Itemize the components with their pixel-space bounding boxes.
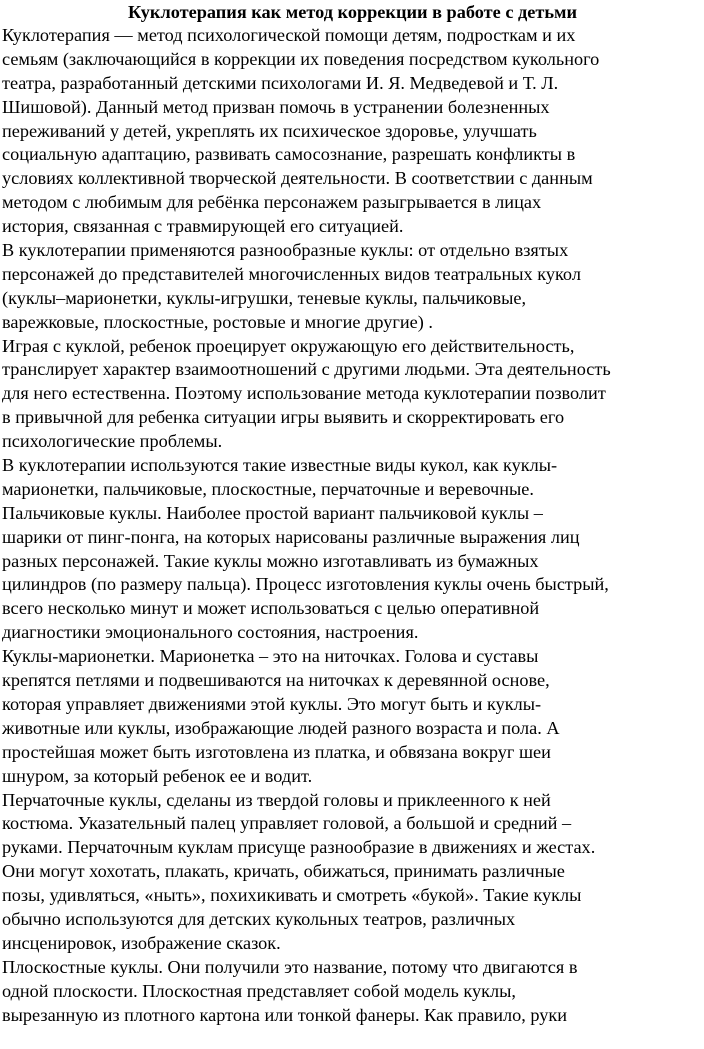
text-line: одной плоскости. Плоскостная представляет собой модель куклы, [2, 980, 516, 1001]
text-line: В куклотерапии используются такие известные виды кукол, как куклы- [2, 455, 558, 476]
paragraph [2, 24, 703, 239]
text-line: позы, удивляться, «ныть», похихикивать и смотреть «букой». Такие куклы [2, 885, 582, 906]
text-line: варежковые, плоскостные, ростовые и многие другие) . [2, 311, 433, 332]
text-line: Куклотерапия — метод психологической помощи детям, подросткам и их [2, 25, 576, 45]
paragraph [2, 454, 703, 502]
text-line: инсценировок, изображение сказок. [2, 932, 281, 953]
text-line: Они могут хохотать, плакать, кричать, обижаться, принимать различные [2, 861, 565, 882]
text-line: для него естественна. Поэтому использование метода куклотерапии позволит [2, 383, 606, 404]
text-line: руками. Перчаточным куклам присуще разнообразие в движениях и жестах. [2, 837, 596, 858]
paragraph [2, 645, 703, 788]
text-line: шарики от пинг-понга, на которых нарисованы различные выражения лиц [2, 526, 580, 547]
text-line: Куклы-марионетки. Марионетка – это на ниточках. Голова и суставы [2, 646, 539, 667]
text-line: транслирует характер взаимоотношений с другими людьми. Эта деятельность [2, 359, 611, 380]
paragraph [2, 239, 703, 335]
text-line: Перчаточные куклы, сделаны из твердой головы и приклеенного к ней [2, 789, 551, 810]
text-line: диагностики эмоционального состояния, настроения. [2, 622, 419, 643]
text-line: разных персонажей. Такие куклы можно изготавливать из бумажных [2, 550, 539, 571]
text-line: Плоскостные куклы. Они получили это название, потому что двигаются в [2, 956, 578, 977]
text-line: в привычной для ребенка ситуации игры выявить и скорректировать его [2, 407, 565, 428]
text-line: театра, разработанный детскими психологами И. Я. Медведевой и Т. Л. [2, 72, 559, 93]
text-line: психологические проблемы. [2, 431, 223, 452]
text-line: цилиндров (по размеру пальца). Процесс изготовления куклы очень быстрый, [2, 574, 609, 595]
text-line: история, связанная с травмирующей его ситуацией. [2, 216, 404, 237]
text-line: простейшая может быть изготовлена из платка, и обвязана вокруг шеи [2, 741, 551, 762]
text-line: В куклотерапии применяются разнообразные куклы: от отдельно взятых [2, 240, 569, 261]
text-line: вырезанную из плотного картона или тонкой фанеры. Как правило, руки [2, 1004, 568, 1025]
text-line: Играя с куклой, ребенок проецирует окружающую его действительность, [2, 335, 575, 356]
text-line: персонажей до представителей многочисленных видов театральных кукол [2, 263, 581, 284]
text-line: семьям (заключающийся в коррекции их поведения посредством кукольного [2, 48, 600, 69]
text-line: всего несколько минут и может использоваться с целью оперативной [2, 598, 540, 619]
text-line: методом с любимым для ребёнка персонажем разыгрывается в лицах [2, 192, 542, 213]
text-line: шнуром, за который ребенок ее и водит. [2, 765, 313, 786]
text-line: условиях коллективной творческой деятельности. В соответствии с данным [2, 168, 593, 189]
text-line: марионетки, пальчиковые, плоскостные, перчаточные и веревочные. [2, 478, 534, 499]
paragraph [2, 789, 703, 956]
paragraph [2, 502, 703, 645]
paragraph [2, 956, 703, 1028]
text-line: обычно используются для детских кукольных театров, различных [2, 908, 516, 929]
text-line: крепятся петлями и подвешиваются на ниточках к деревянной основе, [2, 670, 550, 691]
text-line: Шишовой). Данный метод призван помочь в устранении болезненных [2, 96, 550, 117]
text-line: животные или куклы, изображающие людей разного возраста и пола. А [2, 717, 560, 738]
document-body [2, 24, 703, 1027]
document-title: Куклотерапия как метод коррекции в работе с детьми [127, 2, 578, 22]
paragraph [2, 335, 703, 454]
text-line: (куклы–марионетки, куклы-игрушки, теневые куклы, пальчиковые, [2, 287, 527, 308]
text-line: социальную адаптацию, развивать самосознание, разрешать конфликты в [2, 144, 576, 165]
text-line: костюма. Указательный палец управляет головой, а большой и средний – [2, 813, 572, 834]
text-line: которая управляет движениями этой куклы. Это могут быть и куклы- [2, 693, 542, 714]
text-line: Пальчиковые куклы. Наиболее простой вариант пальчиковой куклы – [2, 502, 543, 523]
text-line: переживаний у детей, укреплять их психическое здоровье, улучшать [2, 120, 537, 141]
